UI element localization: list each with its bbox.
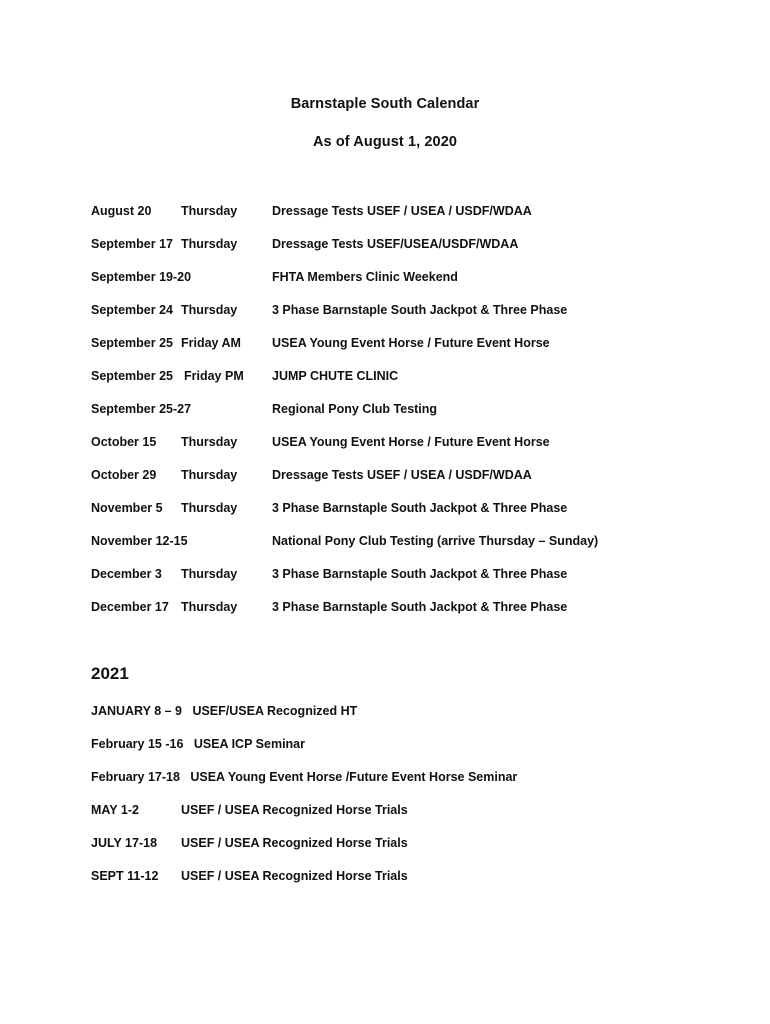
events-2021-list	[91, 704, 731, 902]
event-description: USEA Young Event Horse /Future Event Horse Seminar	[190, 770, 518, 784]
event-date: SEPT 11-12	[91, 869, 159, 883]
event-description: USEA Young Event Horse / Future Event Horse	[272, 435, 550, 449]
event-description: Dressage Tests USEF/USEA/USDF/WDAA	[272, 237, 519, 251]
event-day: Thursday	[181, 303, 238, 317]
event-date: September 25	[91, 369, 173, 383]
event-date: November 5	[91, 501, 163, 515]
event-description: 3 Phase Barnstaple South Jackpot & Three Phase	[272, 600, 568, 614]
event-row	[91, 468, 731, 501]
event-date: December 17	[91, 600, 169, 614]
event-date: September 24	[91, 303, 173, 317]
event-row	[91, 869, 731, 902]
event-description: USEF / USEA Recognized Horse Trials	[181, 836, 408, 850]
event-description: USEF/USEA Recognized HT	[192, 704, 358, 718]
event-row	[91, 704, 731, 737]
event-day: Thursday	[181, 501, 238, 515]
event-day: Thursday	[181, 435, 238, 449]
year-heading-2021: 2021	[91, 664, 129, 683]
event-day: Friday AM	[181, 336, 241, 350]
event-row	[91, 402, 731, 435]
event-row	[91, 369, 731, 402]
document-title: Barnstaple South Calendar	[290, 96, 480, 112]
event-date: August 20	[91, 204, 152, 218]
event-row	[91, 336, 731, 369]
document-subtitle: As of August 1, 2020	[312, 134, 458, 150]
event-date: September 17	[91, 237, 173, 251]
event-description: USEA Young Event Horse / Future Event Horse	[272, 336, 550, 350]
event-description: Dressage Tests USEF / USEA / USDF/WDAA	[272, 204, 532, 218]
event-date: JULY 17-18	[91, 836, 158, 850]
event-row	[91, 567, 731, 600]
event-row	[91, 803, 731, 836]
event-date: September 19-20	[91, 270, 192, 284]
event-date: November 12-15	[91, 534, 188, 548]
event-day: Thursday	[181, 468, 238, 482]
event-row	[91, 770, 731, 803]
event-date: September 25	[91, 336, 173, 350]
event-day: Thursday	[181, 237, 238, 251]
event-date: September 25-27	[91, 402, 192, 416]
event-day: Thursday	[181, 204, 238, 218]
event-date: December 3	[91, 567, 162, 581]
event-row	[91, 237, 731, 270]
event-description: USEA ICP Seminar	[193, 737, 305, 751]
event-day: Friday PM	[184, 369, 244, 383]
event-description: 3 Phase Barnstaple South Jackpot & Three Phase	[272, 303, 568, 317]
event-day: Thursday	[181, 567, 238, 581]
event-description: 3 Phase Barnstaple South Jackpot & Three Phase	[272, 567, 568, 581]
event-row	[91, 534, 731, 567]
event-date: February 17-18	[91, 770, 180, 784]
event-description: USEF / USEA Recognized Horse Trials	[181, 869, 408, 883]
event-day: Thursday	[181, 600, 238, 614]
events-2020-list	[91, 204, 731, 633]
event-description: 3 Phase Barnstaple South Jackpot & Three Phase	[272, 501, 568, 515]
event-description: USEF / USEA Recognized Horse Trials	[181, 803, 408, 817]
event-date: October 15	[91, 435, 157, 449]
event-description: Regional Pony Club Testing	[272, 402, 438, 416]
event-row	[91, 836, 731, 869]
event-row	[91, 303, 731, 336]
event-row	[91, 600, 731, 633]
event-description: JUMP CHUTE CLINIC	[272, 369, 399, 383]
event-date: February 15 -16	[91, 737, 184, 751]
event-date: JANUARY 8 – 9	[91, 704, 183, 718]
event-date: October 29	[91, 468, 157, 482]
event-description: Dressage Tests USEF / USEA / USDF/WDAA	[272, 468, 532, 482]
event-description: National Pony Club Testing (arrive Thursday – Sunday)	[272, 534, 599, 548]
event-row	[91, 270, 731, 303]
event-row	[91, 501, 731, 534]
event-row	[91, 204, 731, 237]
event-row	[91, 435, 731, 468]
event-description: FHTA Members Clinic Weekend	[272, 270, 458, 284]
event-row	[91, 737, 731, 770]
event-date: MAY 1-2	[91, 803, 139, 817]
